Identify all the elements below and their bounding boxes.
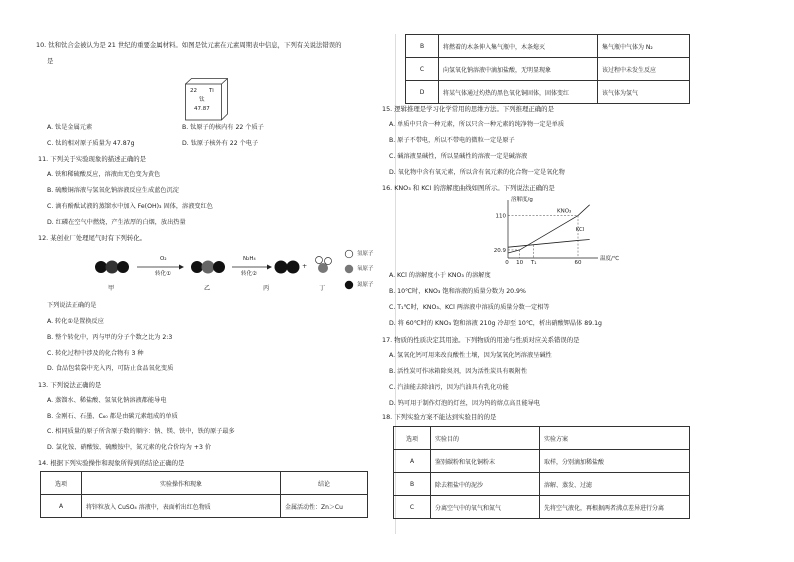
legend-hydrogen-marker xyxy=(345,250,353,258)
q15-option-b: B. 原子不带电，所以不带电的微粒一定是原子 xyxy=(389,137,515,144)
legend-nitrogen-marker xyxy=(345,281,353,289)
cell-operation: 向氢氧化钠溶液中滴加盐酸，无明显现象 xyxy=(439,58,598,81)
x-tick-label: 0 xyxy=(505,260,509,266)
q12-option-d: D. 食品包装袋中充入丙，可防止食品氧化变质 xyxy=(47,365,174,372)
table-header-row xyxy=(41,472,368,495)
reaction-svg xyxy=(87,247,377,295)
series-label-kcl: KCl xyxy=(575,227,585,233)
q15-option-c: C. 碱溶液显碱性，所以显碱性的溶液一定是碱溶液 xyxy=(389,153,528,160)
q17-option-c: C. 汽油能去除油污，因为汽油具有乳化功能 xyxy=(389,384,509,391)
header-conclusion: 结论 xyxy=(281,472,368,495)
q17-option-b: B. 活性炭可作冰箱除臭剂，因为活性炭具有吸附性 xyxy=(389,368,528,375)
table-row xyxy=(406,58,690,81)
plus-sign: + xyxy=(302,263,308,270)
cell-goal: 除去粗盐中的泥沙 xyxy=(431,473,540,496)
cell-option: C xyxy=(406,58,439,81)
q11-option-a: A. 铁和稀硫酸反应，溶液由无色变为黄色 xyxy=(47,171,161,178)
element-box-outline xyxy=(185,78,233,122)
q13-option-b: B. 金刚石、石墨、C₆₀ 都是由碳元素组成的单质 xyxy=(47,413,178,420)
cell-operation: 将燃着的木条伸入集气瓶中，木条熄灭 xyxy=(439,35,598,58)
molecule-ding xyxy=(316,257,332,274)
cell-operation: 将某气体通过灼热的黑色氧化铜固体，固体变红 xyxy=(439,81,598,104)
cell-option: B xyxy=(394,473,431,496)
series-line-kcl xyxy=(508,239,590,247)
y-tick-label: 110 xyxy=(495,213,506,220)
header-plan: 实验方案 xyxy=(540,427,690,450)
q14-stem: 14. 根据下列实验操作和现象所得到的结论正确的是 xyxy=(38,459,185,467)
cell-option: A xyxy=(41,495,82,518)
arrow2-reagent: N₂H₄ xyxy=(243,256,256,262)
x-tick-label: 10 xyxy=(516,260,524,266)
table-row xyxy=(394,450,690,473)
x-tick-label: 60 xyxy=(574,260,582,266)
q11-stem: 11. 下列关于实验现象的描述正确的是 xyxy=(38,155,147,163)
cell-conclusion: 金属活动性：Zn＞Cu xyxy=(281,495,368,518)
table-row xyxy=(41,495,368,518)
legend-oxygen-marker xyxy=(345,265,353,273)
q18-stem: 18. 下列实验方案不能达到实验目的的是 xyxy=(382,413,497,421)
molecule-reaction-diagram xyxy=(87,247,377,295)
table-row xyxy=(394,496,690,519)
q12-prompt: 下列说法正确的是 xyxy=(47,302,97,309)
molecule-yi xyxy=(191,261,225,274)
table-header-row xyxy=(394,427,690,450)
header-operation: 实验操作和现象 xyxy=(82,472,281,495)
cell-option: D xyxy=(406,81,439,104)
arrow2-label: 转化② xyxy=(241,271,257,277)
cell-goal: 分离空气中的氧气和氮气 xyxy=(431,496,540,519)
q14-table-part1 xyxy=(40,471,368,518)
cell-conclusion: 该气体为氢气 xyxy=(598,81,690,104)
series-label-kno3: KNO₃ xyxy=(557,208,572,215)
atomic-mass: 47.87 xyxy=(194,106,210,112)
q11-option-b: B. 硫酸铜溶液与氢氧化钠溶液反应生成蓝色沉淀 xyxy=(47,187,179,194)
x-axis-label: 温度/℃ xyxy=(600,256,620,262)
header-option: 选项 xyxy=(394,427,431,450)
arrow1-label: 转化① xyxy=(155,271,171,277)
q10-stem-line1: 10. 钛和钛合金被认为是 21 世纪的重要金属材料。如图是钛元素在元素周期表中信息，下列有关说法错误的 xyxy=(36,41,342,49)
q10-stem-line2: 是 xyxy=(47,57,54,65)
q12-stem: 12. 某创业厂处理尾气时有下列转化。 xyxy=(38,234,147,242)
q15-stem: 15. 逻辑推理是学习化学常用的思维方法。下列推理正确的是 xyxy=(382,105,554,113)
atomic-number: 22 xyxy=(190,88,197,94)
legend-hydrogen-label: 氢原子 xyxy=(357,251,374,257)
cell-option: B xyxy=(406,35,439,58)
q13-option-c: C. 相同质量的原子所含原子数的顺序：钠、镁、铁中，铁的原子最多 xyxy=(47,428,235,435)
q16-option-d: D. 将 60℃时的 KNO₃ 饱和溶液 210g 冷却至 10℃，析出硝酸钾晶体 89.1g xyxy=(389,320,602,327)
q16-stem: 16. KNO₃ 和 KCl 的溶解度曲线如图所示。下列说法正确的是 xyxy=(382,184,555,192)
q12-option-a: A. 转化①是置换反应 xyxy=(47,318,104,325)
cell-option: C xyxy=(394,496,431,519)
cell-plan: 溶解、蒸发、过滤 xyxy=(540,473,690,496)
table-row xyxy=(406,81,690,104)
y-axis-label: 溶解度/g xyxy=(511,197,533,203)
q16-option-a: A. KCl 的溶解度小于 KNO₃ 的溶解度 xyxy=(389,272,491,279)
q10-option-b: B. 钛原子的核内有 22 个质子 xyxy=(182,124,264,131)
q11-option-c: C. 滴有酚酞试液的蒸馏水中加入 Fe(OH)₃ 固体，溶液变红色 xyxy=(47,203,213,210)
q14-table-part2 xyxy=(405,34,690,104)
q17-option-d: D. 钨可用于制作灯泡的灯丝，因为钨的熔点高且能导电 xyxy=(389,400,541,407)
cell-conclusion: 该过程中未发生反应 xyxy=(598,58,690,81)
q18-table xyxy=(393,426,690,519)
element-name: 钛 xyxy=(199,97,205,103)
molecule-bing xyxy=(275,261,300,274)
q13-option-a: A. 蒸馏水、稀盐酸、氢氧化钠溶液都能导电 xyxy=(47,397,167,404)
arrow1-reagent: O₂ xyxy=(160,256,167,262)
label-jia: 甲 xyxy=(108,285,115,292)
q13-option-d: D. 氯化铵、硝酸铵、硫酸铵中，氮元素的化合价均为 +3 价 xyxy=(47,444,212,451)
cell-plan: 取样，分别滴加稀盐酸 xyxy=(540,450,690,473)
chart-svg xyxy=(480,194,620,270)
y-tick-label: 20.9 xyxy=(493,247,506,254)
q11-option-d: D. 红磷在空气中燃烧，产生浓厚的白烟，放出热量 xyxy=(47,219,186,226)
header-option: 选项 xyxy=(41,472,82,495)
cell-option: A xyxy=(394,450,431,473)
q13-stem: 13. 下列说法正确的是 xyxy=(38,381,102,389)
solubility-chart xyxy=(480,194,620,270)
element-symbol: Ti xyxy=(209,88,214,94)
cell-operation: 将锌粒放入 CuSO₄ 溶液中，表面析出红色物质 xyxy=(82,495,281,518)
titanium-element-tile xyxy=(185,78,227,116)
q15-option-a: A. 单质中只含一种元素，所以只含一种元素的纯净物一定是单质 xyxy=(389,121,565,128)
label-ding: 丁 xyxy=(319,285,326,292)
molecule-jia xyxy=(95,261,129,274)
q16-option-c: C. T₁℃时，KNO₃、KCl 两溶液中溶质的质量分数一定相等 xyxy=(389,304,550,311)
q17-option-a: A. 氢氧化钙可用来改良酸性土壤，因为氢氧化钙溶液呈碱性 xyxy=(389,352,552,359)
label-yi: 乙 xyxy=(204,285,211,292)
legend-nitrogen-label: 氮原子 xyxy=(357,282,374,288)
cell-goal: 鉴别碳粉和氧化铜粉末 xyxy=(431,450,540,473)
cell-plan: 先将空气液化，再根据两者沸点差异进行分离 xyxy=(540,496,690,519)
q17-stem: 17. 物质的性质决定其用途。下列物质的用途与性质对应关系错误的是 xyxy=(382,336,580,344)
x-tick-label: T₁ xyxy=(530,260,537,266)
q12-option-c: C. 转化过程中涉及的化合物有 3 种 xyxy=(47,350,144,357)
legend-oxygen-label: 氧原子 xyxy=(357,266,374,272)
q15-option-d: D. 氧化物中含有氧元素，所以含有氧元素的化合物一定是氧化物 xyxy=(389,169,565,176)
cell-conclusion: 集气瓶中气体为 N₂ xyxy=(598,35,690,58)
q16-option-b: B. 10℃时，KNO₃ 饱和溶液的质量分数为 20.9% xyxy=(389,288,526,295)
label-bing: 丙 xyxy=(263,285,270,292)
q10-option-a: A. 钛是金属元素 xyxy=(47,124,93,131)
table-row xyxy=(406,35,690,58)
table-row xyxy=(394,473,690,496)
header-goal: 实验目的 xyxy=(431,427,540,450)
q12-option-b: B. 整个转化中，丙与甲的分子个数之比为 2:3 xyxy=(47,334,173,341)
q10-option-d: D. 钛原子核外有 22 个电子 xyxy=(182,140,259,147)
q10-option-c: C. 钛的相对原子质量为 47.87g xyxy=(47,140,135,147)
